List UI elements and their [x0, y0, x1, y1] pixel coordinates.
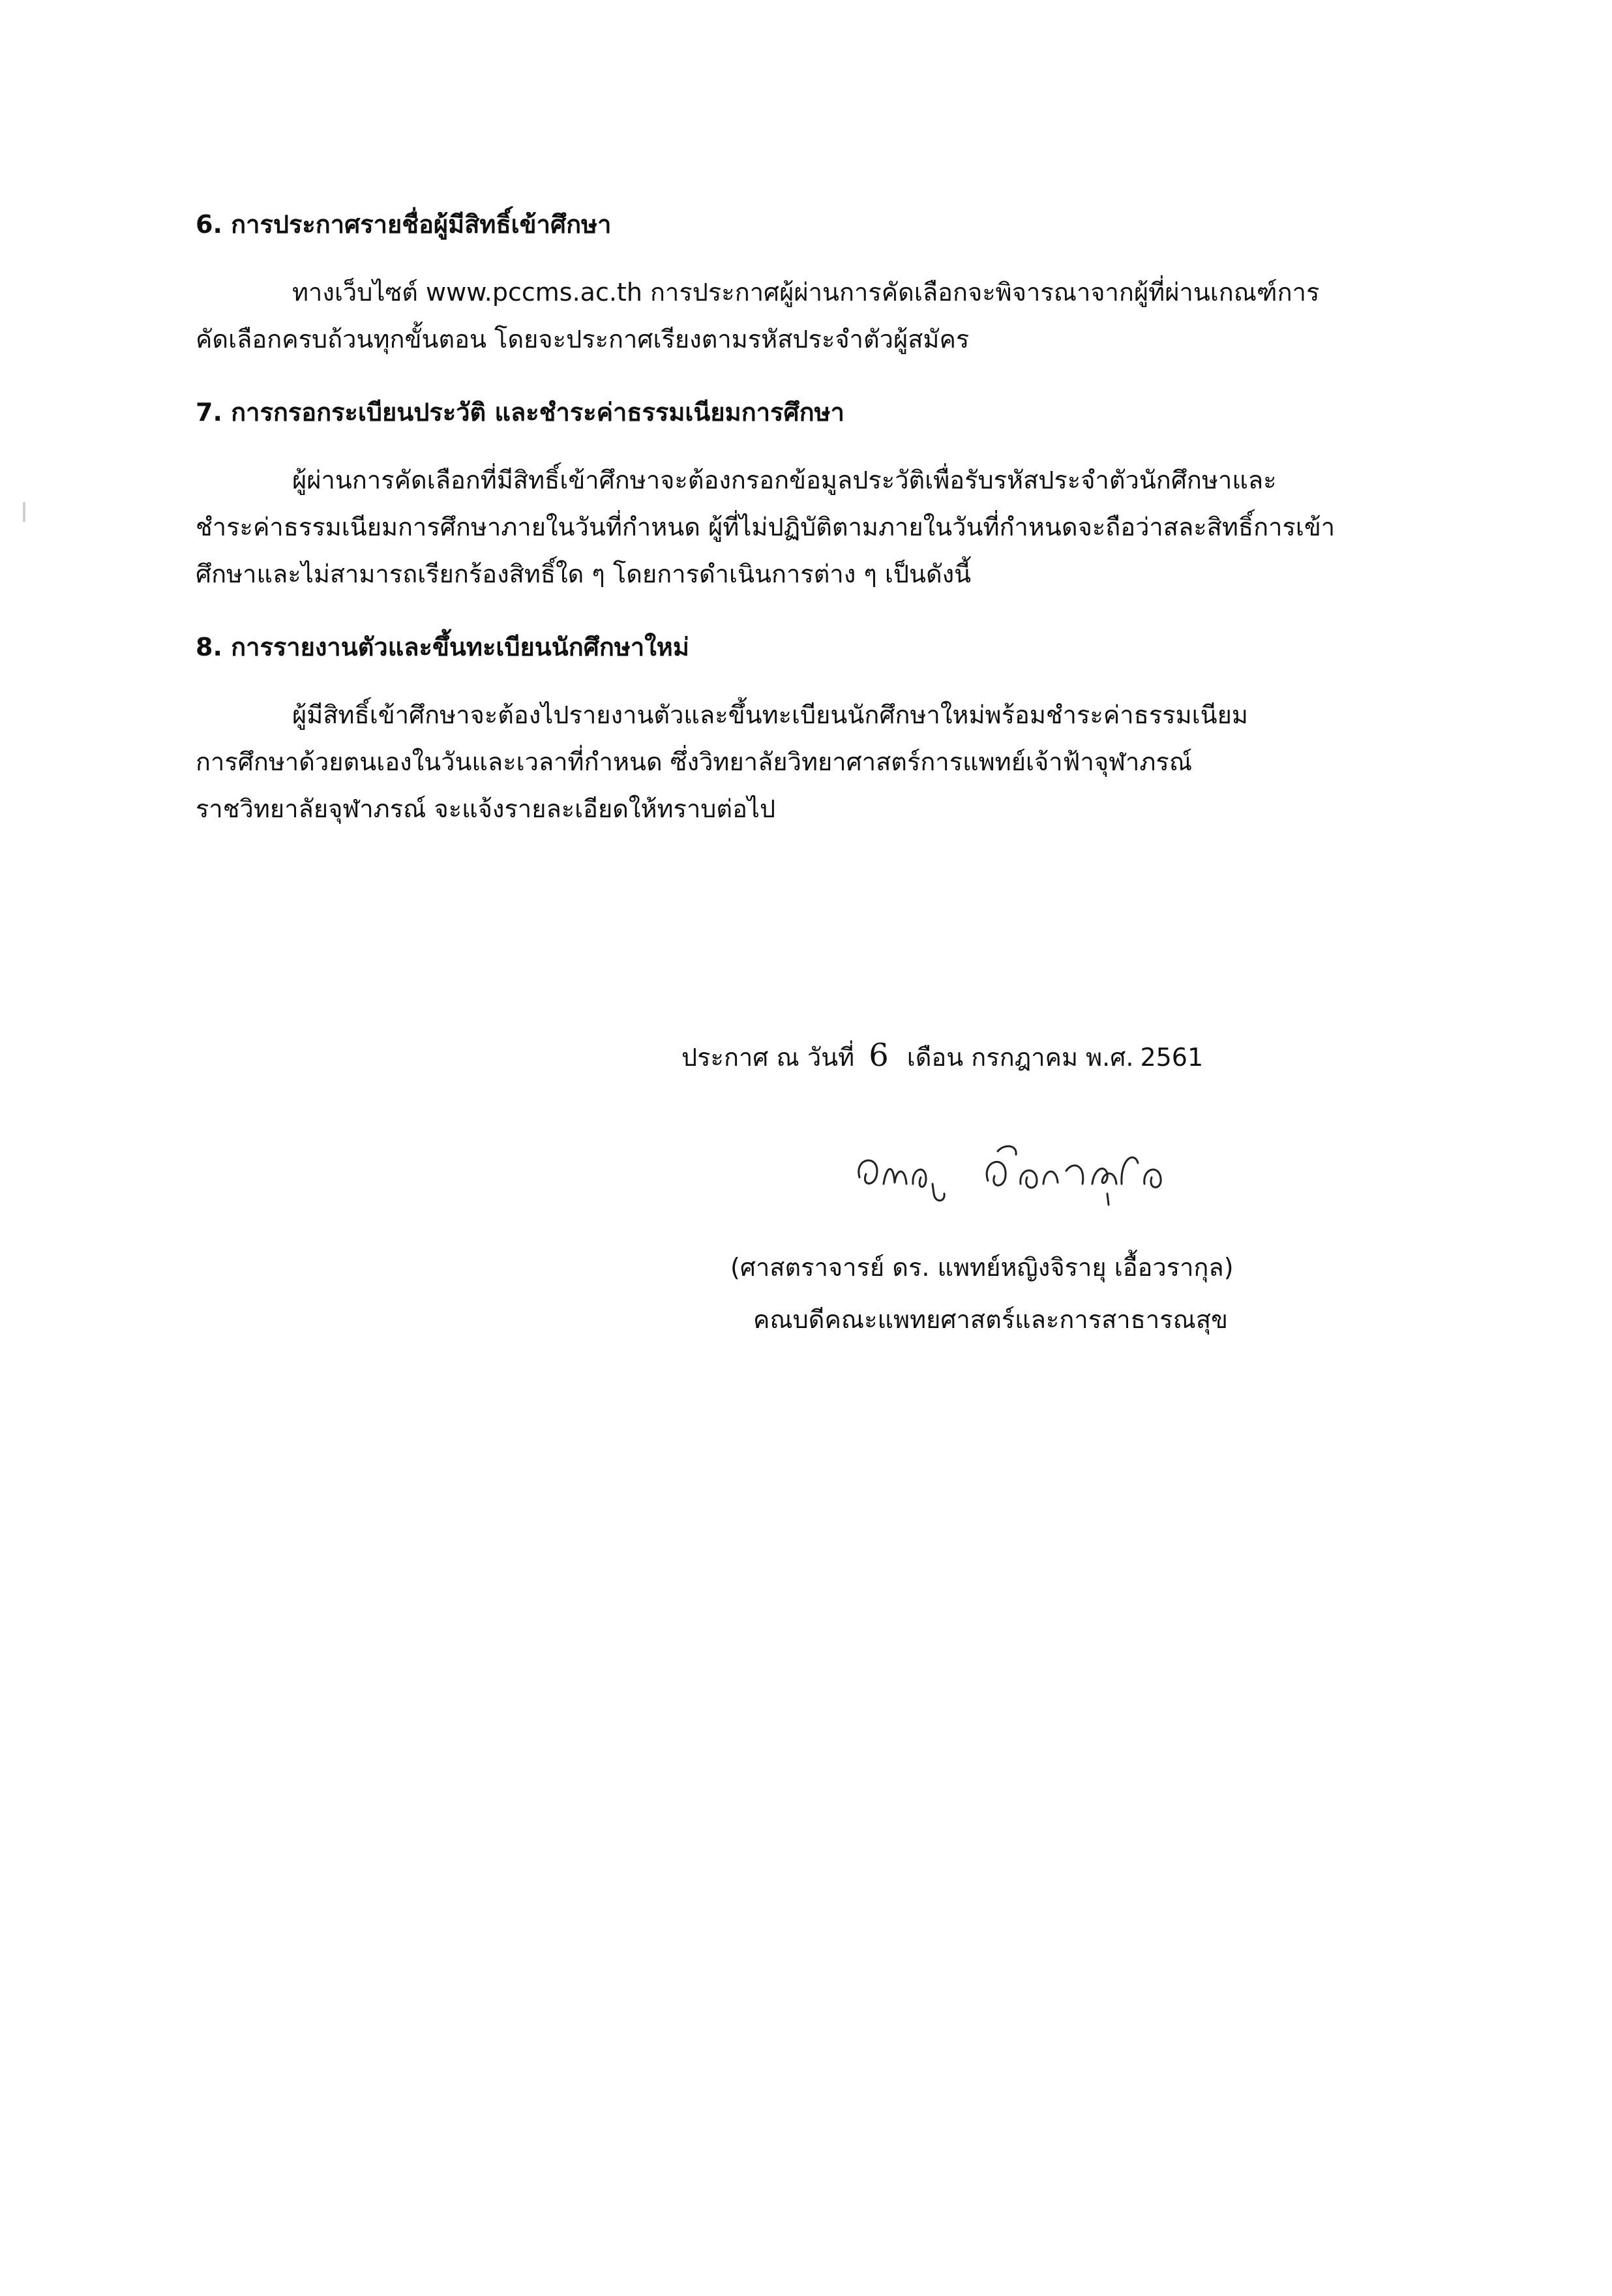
section-paragraph: [196, 269, 1422, 363]
paragraph-line: ชำระค่าธรรมเนียมการศึกษาภายในวันที่กำหนด ผู้ที่ไม่ปฏิบัติตามภายในวันที่กำหนดจะถือว่าสละสิทธิ์การเข้า: [196, 513, 1336, 541]
document-body: [196, 207, 1422, 865]
paragraph-line: ทางเว็บไซต์ www.pccms.ac.th การประกาศผู้ผ่านการคัดเลือกจะพิจารณาจากผู้ที่ผ่านเกณฑ์การ: [292, 278, 1320, 307]
announcement-day: 6: [869, 1037, 889, 1074]
handwritten-signature: [848, 1132, 1239, 1216]
section-paragraph: [196, 691, 1422, 832]
signatory-position: คณบดีคณะแพทยศาสตร์และการสาธารณสุข: [753, 1305, 1228, 1334]
scan-margin-mark: [23, 502, 25, 522]
paragraph-line: การศึกษาด้วยตนเองในวันและเวลาที่กำหนด ซึ่งวิทยาลัยวิทยาศาสตร์การแพทย์เจ้าฟ้าจุฬาภรณ์: [196, 748, 1193, 776]
section-6: [196, 207, 1422, 363]
section-paragraph: [196, 457, 1422, 597]
section-heading: 7. การกรอกระเบียนประวัติ และชำระค่าธรรมเนียมการศึกษา: [196, 398, 844, 427]
signatory-name: (ศาสตราจารย์ ดร. แพทย์หญิงจิรายุ เอื้อวรากุล): [730, 1253, 1234, 1282]
paragraph-line: ผู้มีสิทธิ์เข้าศึกษาจะต้องไปรายงานตัวและขึ้นทะเบียนนักศึกษาใหม่พร้อมชำระค่าธรรมเนียม: [292, 701, 1248, 729]
section-7: [196, 395, 1422, 597]
announcement-month: เดือน กรกฎาคม พ.ศ.: [906, 1043, 1134, 1072]
announcement-prefix: ประกาศ ณ วันที่: [681, 1043, 855, 1072]
section-8: [196, 630, 1422, 832]
paragraph-line: ผู้ผ่านการคัดเลือกที่มีสิทธิ์เข้าศึกษาจะต้องกรอกข้อมูลประวัติเพื่อรับรหัสประจำตัวนักศึกษาและ: [292, 466, 1277, 494]
paragraph-line: ศึกษาและไม่สามารถเรียกร้องสิทธิ์ใด ๆ โดยการดำเนินการต่าง ๆ เป็นดังนี้: [196, 560, 972, 588]
paragraph-line: ราชวิทยาลัยจุฬาภรณ์ จะแจ้งรายละเอียดให้ทราบต่อไป: [196, 794, 776, 823]
section-heading: 8. การรายงานตัวและขึ้นทะเบียนนักศึกษาใหม่: [196, 633, 689, 661]
section-heading: 6. การประกาศรายชื่อผู้มีสิทธิ์เข้าศึกษา: [196, 210, 612, 239]
announcement-year: 2561: [1140, 1043, 1204, 1072]
announcement-date: [681, 1037, 1203, 1076]
paragraph-line: คัดเลือกครบถ้วนทุกขั้นตอน โดยจะประกาศเรียงตามรหัสประจำตัวผู้สมัคร: [196, 325, 970, 354]
